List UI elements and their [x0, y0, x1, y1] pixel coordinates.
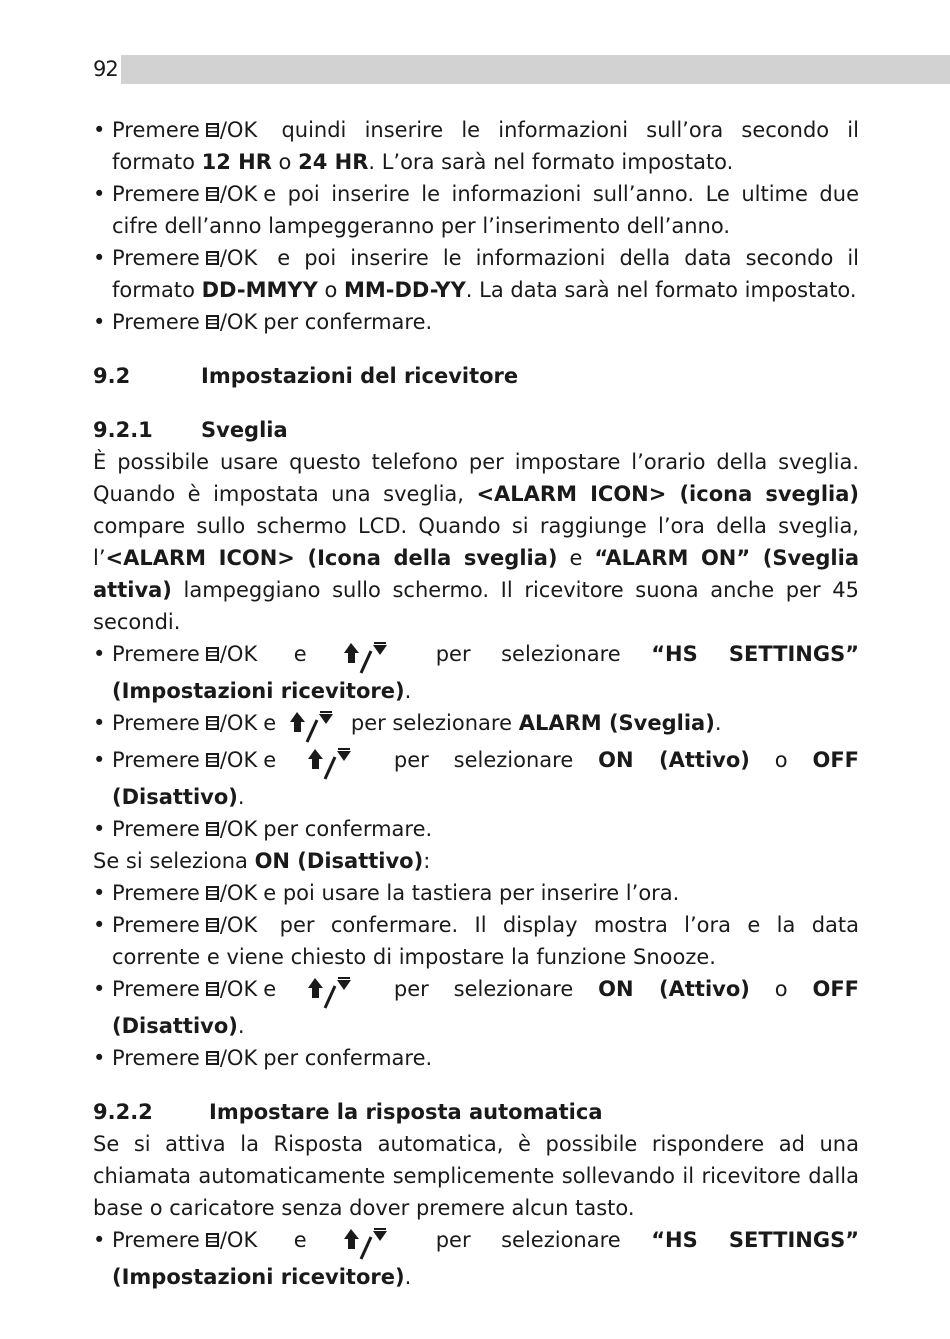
menu-ok-key-icon: /OK — [206, 242, 257, 274]
list-item: • Premere /OK per confermare. — [93, 1042, 859, 1074]
up-down-navigation-keys-icon — [307, 747, 363, 781]
menu-ok-key-icon: /OK — [206, 877, 257, 909]
list-item: • Premere /OK per confermare. — [93, 813, 859, 845]
list-item: • Premere /OK e poi usare la tastiera per inserire l’ora. — [93, 877, 859, 909]
menu-ok-key-icon: /OK — [206, 1224, 257, 1256]
section-number: 9.2.1 — [93, 418, 153, 442]
menu-ok-key-icon: /OK — [206, 178, 257, 210]
menu-ok-key-icon: /OK — [206, 813, 257, 845]
menu-ok-key-icon: /OK — [206, 707, 257, 739]
menu-ok-key-icon: /OK — [206, 638, 257, 670]
bullet-list-time-date — [93, 114, 859, 338]
list-item: • Premere /OK per confermare. Il display mostra l’ora e la data corrente e viene chiesto di impostare la funzione Snooze. — [93, 909, 859, 973]
section-title: Impostazioni del ricevitore — [201, 364, 519, 388]
bullet-list-alarm-setup — [93, 638, 859, 845]
list-item: • Premere /OK e per selezionare “HS SETTINGS” (Impostazioni ricevitore). — [93, 1224, 859, 1293]
header-bar — [121, 55, 950, 84]
list-item: • Premere /OK e poi inserire le informazioni della data secondo il formato DD-MMYY o MM-DD-YY. La data sarà nel formato impostato. — [93, 242, 859, 306]
list-item: • Premere /OK e per selezionare ALARM (Sveglia). — [93, 707, 859, 744]
list-item: • Premere /OK quindi inserire le informazioni sull’ora secondo il formato 12 HR o 24 HR. L’ora sarà nel formato impostato. — [93, 114, 859, 178]
bullet-list-auto-answer — [93, 1224, 859, 1293]
section-heading-9-2 — [93, 360, 859, 392]
list-item: • Premere /OK e per selezionare “HS SETTINGS” (Impostazioni ricevitore). — [93, 638, 859, 707]
page-number: 92 — [93, 57, 118, 81]
paragraph-if-on: Se si seleziona ON (Disattivo): — [93, 849, 431, 873]
up-down-navigation-keys-icon — [307, 976, 363, 1010]
paragraph-auto-answer: Se si attiva la Risposta automatica, è possibile rispondere ad una chiamata automaticamente semplicemente sollevando il ricevitore dalla base o caricatore senza dover premere alcun tasto. — [93, 1132, 859, 1220]
page-content — [93, 114, 859, 1293]
list-item: • Premere /OK per confermare. — [93, 306, 859, 338]
paragraph-alarm-intro: È possibile usare questo telefono per impostare l’orario della sveglia. Quando è impostata una sveglia, <ALARM ICON> (icona sveglia) compare sullo schermo LCD. Quando si raggiunge l’ora della sveglia, l’<ALARM ICON> (Icona della sveglia) e “ALARM ON” (Sveglia attiva) lampeggiano sullo schermo. Il ricevitore suona anche per 45 secondi. — [93, 450, 859, 634]
list-item: • Premere /OK e per selezionare ON (Attivo) o OFF (Disattivo). — [93, 973, 859, 1042]
menu-ok-key-icon: /OK — [206, 744, 257, 776]
section-title: Impostare la risposta automatica — [209, 1100, 603, 1124]
menu-ok-key-icon: /OK — [206, 1042, 257, 1074]
up-down-navigation-keys-icon — [343, 641, 399, 675]
section-heading-9-2-2 — [93, 1096, 859, 1128]
menu-ok-key-icon: /OK — [206, 973, 257, 1005]
page-header — [93, 55, 950, 84]
section-number: 9.2.2 — [93, 1100, 153, 1124]
menu-ok-key-icon: /OK — [206, 114, 257, 146]
section-title: Sveglia — [201, 418, 288, 442]
up-down-navigation-keys-icon — [289, 710, 345, 744]
menu-ok-key-icon: /OK — [206, 909, 257, 941]
list-item: • Premere /OK e per selezionare ON (Attivo) o OFF (Disattivo). — [93, 744, 859, 813]
menu-ok-key-icon: /OK — [206, 306, 257, 338]
section-heading-9-2-1 — [93, 414, 859, 446]
section-number: 9.2 — [93, 364, 131, 388]
list-item: • Premere /OK e poi inserire le informazioni sull’anno. Le ultime due cifre dell’anno lampeggeranno per l’inserimento dell’anno. — [93, 178, 859, 242]
bullet-list-alarm-on — [93, 877, 859, 1074]
up-down-navigation-keys-icon — [343, 1227, 399, 1261]
